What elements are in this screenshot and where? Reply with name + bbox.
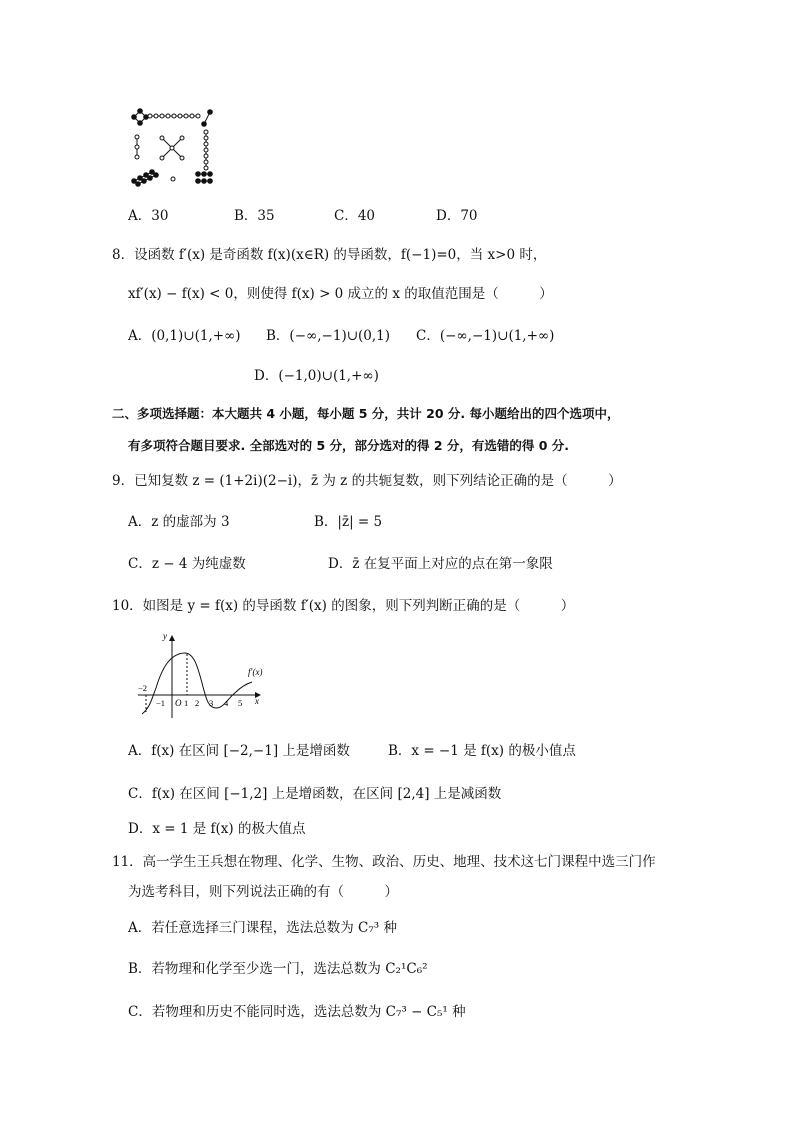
option-text: z̄ 在复平面上对应的点在第一象限 xyxy=(352,556,553,572)
option-letter: B． xyxy=(388,743,412,759)
option-letter: C． xyxy=(128,1004,152,1020)
option-text: (−∞,−1)∪(0,1) xyxy=(289,328,391,344)
option-text: 30 xyxy=(151,208,169,224)
tick-label-2: 2 xyxy=(195,698,200,708)
option-text: 若物理和化学至少选一门，选法总数为 C₂¹C₆² xyxy=(151,961,428,977)
option-text: 40 xyxy=(357,208,376,224)
q8-option-b xyxy=(266,326,390,346)
option-letter: B． xyxy=(266,328,290,344)
option-letter: D． xyxy=(128,821,153,837)
q10-stem: 10．如图是 y = f(x) 的导函数 f′(x) 的图象，则下列判断正确的是（ ） xyxy=(112,598,575,614)
option-text: z 的虚部为 3 xyxy=(151,514,230,530)
tick-label-1: 1 xyxy=(184,698,189,708)
option-letter: A． xyxy=(128,328,152,344)
curve-label: f′(x) xyxy=(248,667,263,677)
q10-option-c xyxy=(128,784,501,804)
q10-option-d xyxy=(128,819,305,839)
option-letter: D． xyxy=(436,208,461,224)
section2-heading-line2: 有多项符合题目要求. 全部选对的 5 分，部分选对的得 2 分，有选错的得 0 分. xyxy=(128,438,570,453)
option-text: 若物理和历史不能同时选，选法总数为 C₇³ − C₅¹ 种 xyxy=(151,1004,466,1020)
q9-option-d xyxy=(328,554,553,574)
q8-option-d xyxy=(254,366,379,386)
x-axis-label: x xyxy=(255,696,259,706)
y-axis-label: y xyxy=(163,631,167,641)
section2-heading-line1: 二、多项选择题：本大题共 4 小题，每小题 5 分，共计 20 分. 每小题给出的四个选项中， xyxy=(112,406,620,421)
option-letter: D． xyxy=(328,556,353,572)
option-letter: A． xyxy=(128,920,152,936)
q8-stem-line1: 8．设函数 f′(x) 是奇函数 f(x)(x∈R) 的导函数，f(−1)=0，当 x>0 时， xyxy=(112,247,547,263)
q7-option-a xyxy=(128,206,168,226)
q11-option-b xyxy=(128,959,428,979)
option-text: f(x) 在区间 [−1,2] 上是增函数，在区间 [2,4] 上是减函数 xyxy=(151,786,502,802)
q9-option-c xyxy=(128,554,246,574)
tick-label-3: 3 xyxy=(209,698,214,708)
q10-option-b xyxy=(388,741,576,761)
option-letter: B． xyxy=(234,208,258,224)
q7-option-c xyxy=(334,206,375,226)
option-letter: A． xyxy=(128,743,152,759)
option-text: (0,1)∪(1,+∞) xyxy=(151,328,241,344)
q10-derivative-graph xyxy=(132,628,268,722)
tick-label-minus1: −1 xyxy=(156,698,166,708)
option-letter: C． xyxy=(334,208,358,224)
option-text: 35 xyxy=(257,208,275,224)
option-text: x = −1 是 f(x) 的极小值点 xyxy=(411,743,576,759)
option-letter: A． xyxy=(128,514,152,530)
q8-stem-line2: xf′(x) − f(x) < 0，则使得 f(x) > 0 成立的 x 的取值范围是（ ） xyxy=(128,286,553,302)
option-text: 若任意选择三门课程，选法总数为 C₇³ 种 xyxy=(151,920,397,936)
option-text: f(x) 在区间 [−2,−1] 上是增函数 xyxy=(151,743,350,759)
q11-option-a xyxy=(128,918,397,938)
option-letter: B． xyxy=(314,514,338,530)
q9-option-a xyxy=(128,512,230,532)
option-letter: C． xyxy=(128,556,152,572)
option-letter: C． xyxy=(416,328,440,344)
option-text: z − 4 为纯虚数 xyxy=(151,556,246,572)
tick-label-5: 5 xyxy=(238,698,243,708)
q11-option-c xyxy=(128,1002,466,1022)
q11-stem-line2: 为选考科目，则下列说法正确的有（ ） xyxy=(128,884,398,900)
option-text: 70 xyxy=(460,208,478,224)
option-text: (−1,0)∪(1,+∞) xyxy=(278,368,379,384)
option-text: x = 1 是 f(x) 的极大值点 xyxy=(152,821,306,837)
q7-option-b xyxy=(234,206,275,226)
option-letter: B． xyxy=(128,961,152,977)
q8-option-c xyxy=(416,326,554,346)
q11-stem-line1: 11．高一学生王兵想在物理、化学、生物、政治、历史、地理、技术这七门课程中选三门作 xyxy=(112,854,656,870)
option-letter: C． xyxy=(128,786,152,802)
q10-option-a xyxy=(128,741,350,761)
q9-stem: 9．已知复数 z = (1+2i)(2−i)，z̄ 为 z 的共轭复数，则下列结论正确的是（ ） xyxy=(112,473,622,489)
q8-option-a xyxy=(128,326,241,346)
q7-option-d xyxy=(436,206,478,226)
option-letter: D． xyxy=(254,368,279,384)
option-text: |z̄| = 5 xyxy=(337,514,383,530)
tick-label-minus2: −2 xyxy=(138,683,148,693)
tick-label-4: 4 xyxy=(224,698,229,708)
q9-option-b xyxy=(314,512,382,532)
origin-label: O xyxy=(175,698,182,708)
q7-dot-figure xyxy=(128,108,220,190)
option-letter: A． xyxy=(128,208,152,224)
option-text: (−∞,−1)∪(1,+∞) xyxy=(439,328,555,344)
